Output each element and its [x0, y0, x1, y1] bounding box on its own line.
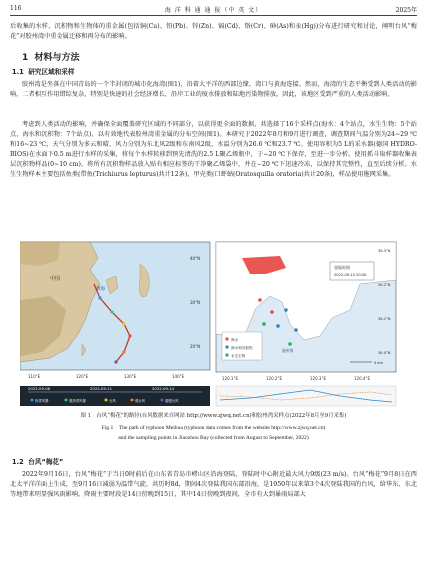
legend-label: 海水	[231, 338, 239, 342]
right-tick-x: 120.2°E	[266, 376, 282, 381]
figure-1	[20, 240, 407, 408]
subsection-number: 1.2	[12, 458, 24, 466]
scale-label: 5 km	[374, 361, 384, 365]
timeline-label: 热带风暴	[35, 399, 49, 403]
left-tick-y: 30°N	[190, 300, 201, 305]
typhoon-track-map	[20, 242, 210, 379]
track-point	[98, 296, 101, 299]
left-tick-x: 140°E	[172, 374, 185, 379]
issue-year: 2025年	[395, 7, 417, 14]
right-tick-x: 120.3°E	[310, 376, 326, 381]
site-aquatic-organism	[288, 342, 292, 346]
legend-marker	[225, 345, 228, 348]
jiaozhou-bay-inset	[216, 242, 396, 381]
right-tick-y: 36.1°N	[378, 317, 391, 321]
legend-marker	[225, 337, 228, 340]
timeline-date: 2022-09-14	[152, 386, 175, 391]
section-number: 1	[22, 53, 29, 63]
label-yellow-sea: 黄海	[96, 287, 105, 292]
landing-time-value: 2022-09-14 20:30	[334, 273, 367, 277]
timeline-label: 超强台风	[165, 399, 179, 403]
figure-caption-en-line2: and the sampling points in Jiaozhou Bay (collected from August to September, 2022)	[118, 435, 309, 441]
running-header	[10, 5, 417, 15]
legend-label: 海水和沉积物	[231, 346, 253, 350]
left-tick-x: 120°E	[76, 374, 89, 379]
right-tick-y: 36.0°N	[378, 351, 391, 355]
track-point	[122, 350, 125, 353]
track-point	[128, 334, 131, 337]
timeline-legend-marker	[131, 399, 134, 402]
timeline-date: 2022-09-08	[28, 386, 51, 391]
left-tick-y: 40°N	[190, 256, 201, 261]
site-aquatic-organism	[262, 322, 266, 326]
intro-tail-paragraph: 后收集的水样、沉积物和生物体的重金属(包括铜(Cu)、铅(Pb)、锌(Zn)、镉(Cd)、铬(Cr)、砷(As)和汞(Hg))分布进行研究和讨论，阐明台风“梅花”对胶州湾中重金属迁移和再分布的影响。	[10, 23, 417, 40]
timeline-label: 强热带风暴	[69, 399, 86, 403]
timeline-legend-marker	[31, 399, 34, 402]
track-point	[110, 310, 113, 313]
subsection-title: 研究区域和采样	[28, 68, 75, 76]
journal-title: 海 洋 科 通 通 报（中 英 文）	[164, 7, 263, 14]
section-title: 材料与方法	[34, 53, 80, 63]
right-tick-y: 36.2°N	[378, 283, 391, 287]
timeline-label: 台风	[109, 399, 116, 403]
subsection-title: 台风“梅花”	[28, 458, 64, 466]
subsection-number: 1.1	[12, 68, 24, 76]
figure-caption-en-line1: Fig.1 The path of typhoon Meihua (typhoon data comes from the website http://www.zjwq.net.cn)	[101, 425, 326, 431]
paragraph-typhoon-meihua: 2022年9月16日，台风“梅花”于当日0时前后在山东省青岛市崂山区沿海登陆，登陆时中心附近最大风力9级(23 m/s)。台风“梅花”9月8日在西北太平洋洋面上生成，至9月16日减弱为温带气旋，共历时8d，期间4次登陆我国东部沿海，是1950年以来第3个4次登陆我国的台风，给华东、东北等地带来明显强风雨影响。降雨主要时段是14日傍晚到15日，其中14日傍晚到夜间，全市有大到暴雨局部大	[10, 471, 417, 498]
figure-caption-cn: 图 1 台风“梅花”的路径(台风数据来自网站 http://www.zjwq.net.cn)和胶州湾采样点(2022年8月至9月采集)	[80, 413, 347, 419]
subsection-heading-1-1	[12, 66, 74, 76]
paragraph-sampling: 考虑到人类活动的影响，并确保全面覆盖研究区域的不同部分，以获得更全面的数据，共选择了16个采样点(海水：4个站点，水生生物：5个站点，海水和沉积物：7个站点)，以有效地代表胶州湾重金属的分布空间(图1)。本研究于2022年8月和9月进行调查，调查期间气温分别为24~29 ℃和16~23 ℃，天气分别为多云和晴，风力分别为东北风2级和东南风2级，水温分别为26.6 ℃和23.7 ℃。使用容积为5 L的采水器(德国 HYDRO-BIOS)在水面下0.5 m进行水样的采集，将每个水样转移到预先清洗的2.5 L聚乙烯瓶中，于−20 ℃下保存，至进一步分析。使用抓斗取样器收集表层沉积物样品(0~10 cm)，将所有沉积物样品放入贴有相应标签的干净聚乙烯袋中，并在−20 ℃下迅速冷冻，以保持其完整性，直至后续分析。水生生物样本主要包括鱼类(带鱼(Trichiurus lepturus)共计12条)，甲壳类(口虾蛄(Oratosquilla oratoria)共计20条)，样品使用拖网采集。	[10, 121, 417, 178]
timeline-legend-marker	[161, 399, 164, 402]
site-seawater-sediment	[276, 324, 280, 328]
right-tick-x: 120.4°E	[354, 376, 370, 381]
track-point	[122, 322, 125, 325]
wind-chart-strip	[216, 386, 396, 406]
typhoon-timeline	[20, 386, 396, 406]
left-tick-x: 110°E	[28, 374, 41, 379]
page-number: 116	[10, 5, 22, 12]
legend-marker	[225, 353, 228, 356]
site-seawater	[258, 298, 262, 302]
left-tick-x: 130°E	[124, 374, 137, 379]
landing-time-label: 登陆时间	[334, 265, 350, 270]
left-tick-y: 20°N	[190, 344, 201, 349]
header-rule	[10, 15, 417, 16]
site-seawater	[270, 310, 274, 314]
right-tick-x: 120.1°E	[222, 376, 238, 381]
label-jiaozhou-bay: 胶州湾	[282, 348, 294, 353]
timeline-date: 2022-09-11	[90, 386, 113, 391]
label-china: 中国	[50, 276, 61, 282]
section-heading-1	[22, 50, 80, 63]
paragraph-study-area: 胶州湾是坐落在中国青岛的一个半封闭的城市化海湾(图1)，沿着大平洋的西部边缘，湾口与黄海连接。然而，海湾的生态平衡受到人类活动的影响，二者相互作用错综复杂，特别是快速的社会经济增长、沿岸工业的废水排放和陆地污染物排放。因此，该地区受到严重的人类活动影响。	[10, 81, 417, 98]
site-seawater-sediment	[284, 308, 288, 312]
right-tick-y: 36.3°N	[378, 249, 391, 253]
track-point	[114, 360, 117, 363]
legend-label: 水生生物	[231, 354, 246, 358]
timeline-label: 强台风	[135, 399, 146, 403]
subsection-heading-1-2	[12, 456, 63, 466]
timeline-legend-marker	[65, 399, 68, 402]
timeline-legend-marker	[105, 399, 108, 402]
site-seawater-sediment	[294, 328, 298, 332]
